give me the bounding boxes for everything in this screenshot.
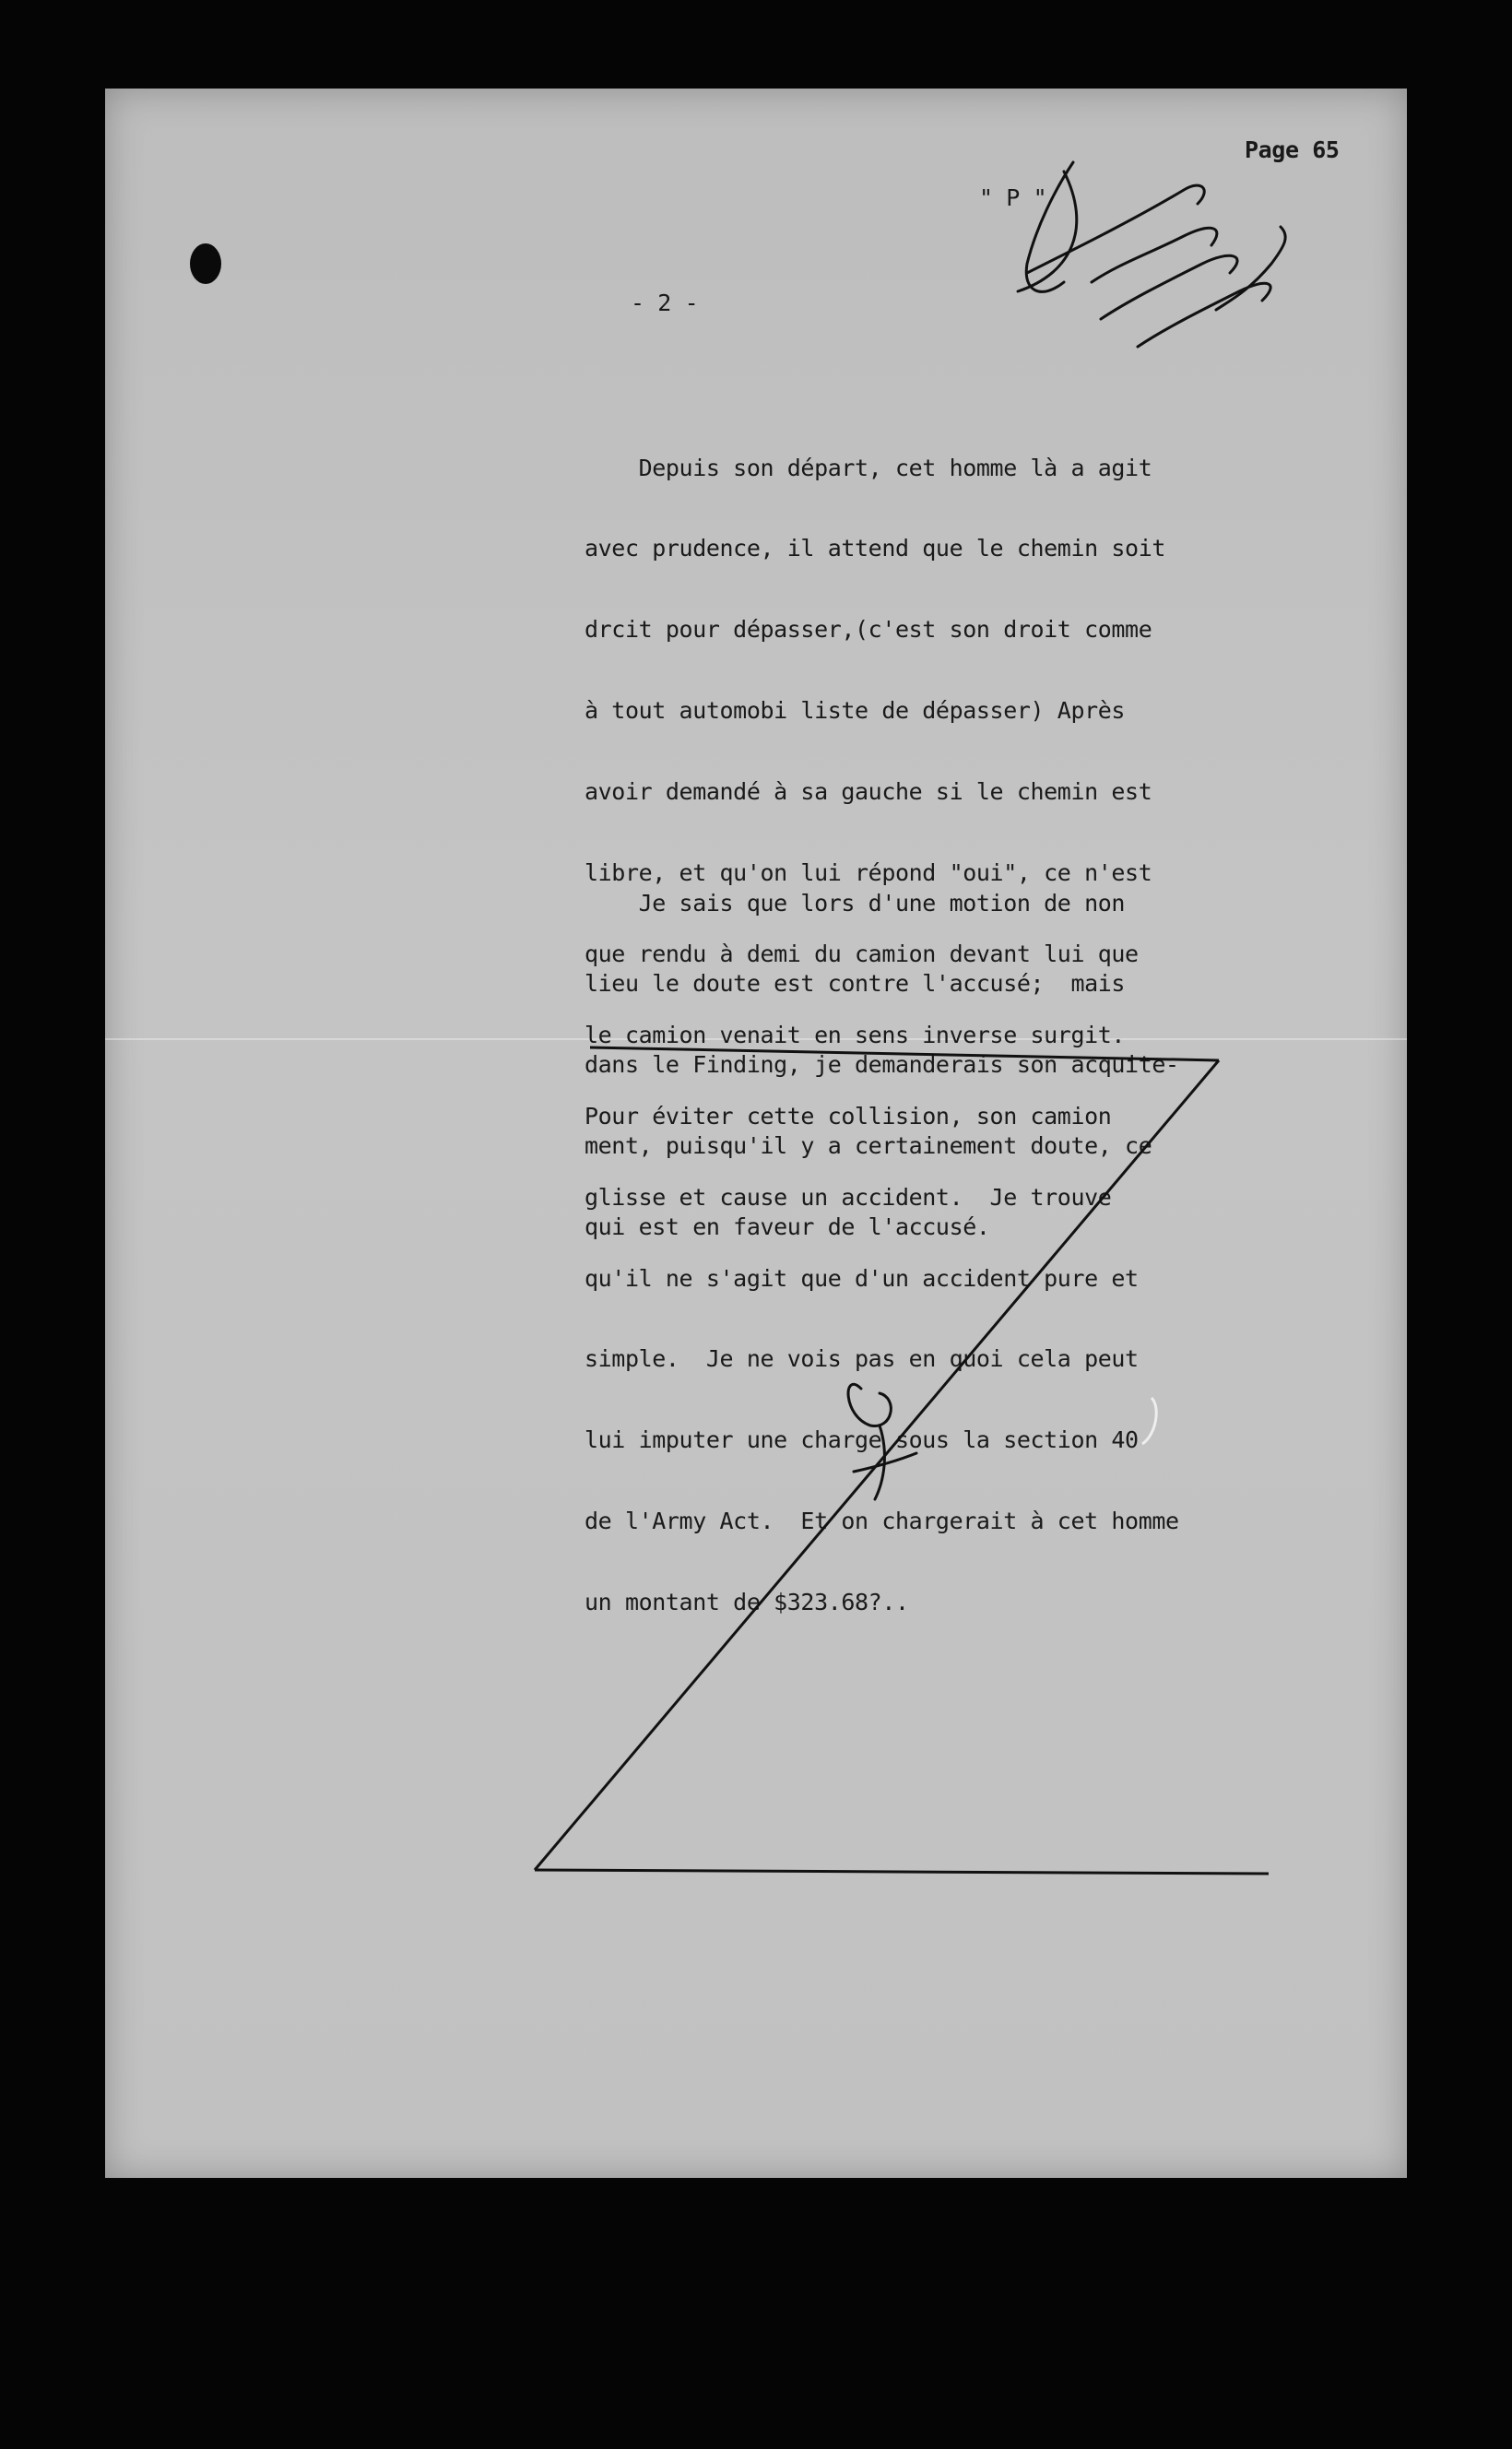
text-line: simple. Je ne vois pas en quoi cela peut — [585, 1345, 1139, 1373]
document-page — [105, 89, 1407, 2178]
text-line: Pour éviter cette collision, son camion — [585, 1102, 1112, 1130]
text-line: lieu le doute est contre l'accusé; mais — [585, 970, 1126, 998]
text-line: ment, puisqu'il y a certainement doute, ce — [585, 1132, 1152, 1160]
text-line: un montant de $323.68?.. — [585, 1589, 909, 1616]
text-line: lui imputer une charge sous la section 40 — [585, 1426, 1139, 1454]
text-line: glisse et cause un accident. Je trouve — [585, 1183, 1112, 1211]
text-line: qu'il ne s'agit que d'un accident pure et — [585, 1264, 1139, 1292]
page-label: Page 65 — [1245, 136, 1340, 163]
text-line: libre, et qu'on lui répond "oui", ce n'est — [585, 859, 1152, 887]
text-line: à tout automobi liste de dépasser) Après — [585, 697, 1126, 725]
exhibit-marker: " P " — [979, 184, 1047, 211]
text-line: que rendu à demi du camion devant lui que — [585, 940, 1139, 967]
text-line: avoir demandé à sa gauche si le chemin est — [585, 778, 1152, 806]
stray-mark — [1142, 1398, 1156, 1444]
text-line: de l'Army Act. Et on chargerait à cet homme — [585, 1508, 1179, 1535]
text-line: Depuis son départ, cet homme là a agit — [585, 454, 1152, 481]
text-line: le camion venait en sens inverse surgit. — [585, 1021, 1126, 1048]
text-line: dans le Finding, je demanderais son acquite- — [585, 1051, 1179, 1079]
cancellation-z-mark — [535, 1047, 1269, 1874]
handwritten-signature — [1018, 162, 1285, 347]
page-number: - 2 - — [631, 290, 699, 316]
text-line: qui est en faveur de l'accusé. — [585, 1213, 990, 1241]
text-line: drcit pour dépasser,(c'est son droit comme — [585, 616, 1152, 644]
handwritten-marks — [105, 89, 1407, 2178]
text-line: Je sais que lors d'une motion de non — [585, 889, 1126, 917]
handwritten-initials — [848, 1384, 916, 1499]
text-line: avec prudence, il attend que le chemin soit — [585, 535, 1166, 562]
